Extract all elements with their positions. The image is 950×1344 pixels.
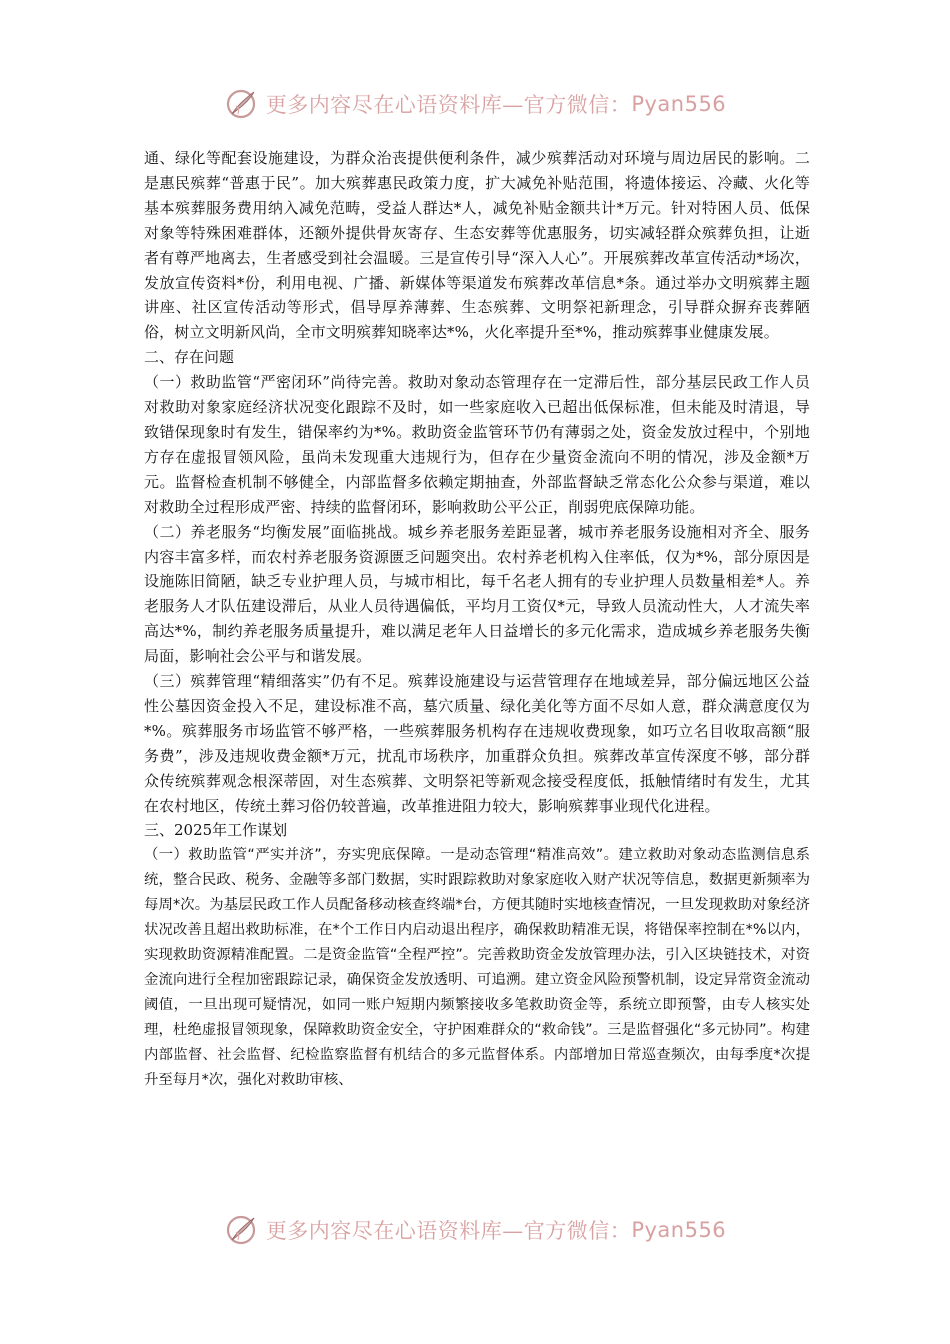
paragraph-problem-funeral-management: （三）殡葬管理“精细落实”仍有不足。殡葬设施建设与运营管理存在地域差异，部分偏远地区公益性公墓因资金投入不足，建设标准不高，墓穴质量、绿化美化等方面不尽如人意，群众满意度仅为*%。殡葬服务市场监管不够严格，一些殡葬服务机构存在违规收费现象，如巧立名目收取高额“服务费”，涉及违规收费金额*万元，扰乱市场秩序，加重群众负担。殡葬改革宣传深度不够，部分群众传统殡葬观念根深蒂固，对生态殡葬、文明祭祀等新观念接受程度低，抵触情绪时有发生，尤其在农村地区，传统土葬习俗仍较普遍，改革推进阻力较大，影响殡葬事业现代化进程。: [144, 672, 810, 815]
footer-watermark-banner: [0, 1210, 950, 1250]
quill-logo-icon: [224, 1212, 260, 1248]
section-heading-existing-problems: 二、存在问题: [144, 348, 235, 367]
paragraph-plan-assistance-supervision: （一）救助监管“严实并济”，夯实兜底保障。一是动态管理“精准高效”。建立救助对象动态监测信息系统，整合民政、税务、金融等多部门数据，实时跟踪救助对象家庭收入财产状况等信息，数据更新频率为每周*次。为基层民政工作人员配备移动核查终端*台，方便其随时实地核查情况，一旦发现救助对象经济状况改善且超出救助标准，在*个工作日内启动退出程序，确保救助精准无误，将错保率控制在*%以内，实现救助资源精准配置。二是资金监管“全程严控”。完善救助资金发放管理办法，引入区块链技术，对资金流向进行全程加密跟踪记录，确保资金发放透明、可追溯。建立资金风险预警机制，设定异常资金流动阈值，一旦出现可疑情况，如同一账户短期内频繁接收多笔救助资金等，系统立即预警，由专人核实处理，杜绝虚报冒领现象，保障救助资金安全，守护困难群众的“救命钱”。三是监督强化“多元协同”。构建内部监督、社会监督、纪检监察监督有机结合的多元监督体系。内部增加日常巡查频次，由每季度*次提升至每月*次，强化对救助审核、: [144, 847, 810, 1088]
section-heading-2025-plan: 三、2025年工作谋划: [144, 821, 288, 840]
watermark-text: 更多内容尽在心语资料库—官方微信：: [265, 93, 632, 117]
watermark-text: 更多内容尽在心语资料库—官方微信：: [265, 1219, 632, 1243]
paragraph-problem-assistance-supervision: （一）救助监管“严密闭环”尚待完善。救助对象动态管理存在一定滞后性，部分基层民政工作人员对救助对象家庭经济状况变化跟踪不及时，如一些家庭收入已超出低保标准，但未能及时清退，导致错保现象时有发生，错保率约为*%。救助资金监管环节仍有薄弱之处，资金发放过程中，个别地方存在虚报冒领风险，虽尚未发现重大违规行为，但存在少量资金流向不明的情况，涉及金额*万元。监督检查机制不够健全，内部监督多依赖定期抽查，外部监督缺乏常态化公众参与渠道，难以对救助全过程形成严密、持续的监督闭环，影响救助公平公正，削弱兜底保障功能。: [144, 373, 810, 516]
paragraph-problem-elderly-care: （二）养老服务“均衡发展”面临挑战。城乡养老服务差距显著，城市养老服务设施相对齐全、服务内容丰富多样，而农村养老服务资源匮乏问题突出。农村养老机构入住率低，仅为*%，部分原因是设施陈旧简陋，缺乏专业护理人员，与城市相比，每千名老人拥有的专业护理人员数量相差*人。养老服务人才队伍建设滞后，从业人员待遇偏低，平均月工资仅*元，导致人员流动性大，人才流失率高达*%，制约养老服务质量提升，难以满足老年人日益增长的多元化需求，造成城乡养老服务失衡局面，影响社会公平与和谐发展。: [144, 522, 810, 666]
watermark-wechat-id: Pyan556: [631, 1218, 727, 1242]
paragraph-funeral-reform-continued: 通、绿化等配套设施建设，为群众治丧提供便利条件，减少殡葬活动对环境与周边居民的影响。二是惠民殡葬“普惠于民”。加大殡葬惠民政策力度，扩大减免补贴范围，将遗体接运、冷藏、火化等基本殡葬服务费用纳入减免范畴，受益人群达*人，减免补贴金额共计*万元。针对特困人员、低保对象等特殊困难群体，还额外提供骨灰寄存、生态安葬等优惠服务，切实减轻群众殡葬负担，让逝者有尊严地离去，生者感受到社会温暖。三是宣传引导“深入人心”。开展殡葬改革宣传活动*场次，发放宣传资料*份，利用电视、广播、新媒体等渠道发布殡葬改革信息*条。通过举办文明殡葬主题讲座、社区宣传活动等形式，倡导厚养薄葬、生态殡葬、文明祭祀新理念，引导群众摒弃丧葬陋俗，树立文明新风尚，全市文明殡葬知晓率达*%，火化率提升至*%，推动殡葬事业健康发展。: [144, 149, 810, 342]
quill-logo-icon: [224, 86, 260, 122]
document-body: [144, 146, 810, 1092]
watermark-wechat-id: Pyan556: [631, 92, 727, 116]
header-watermark-banner: [0, 84, 950, 124]
